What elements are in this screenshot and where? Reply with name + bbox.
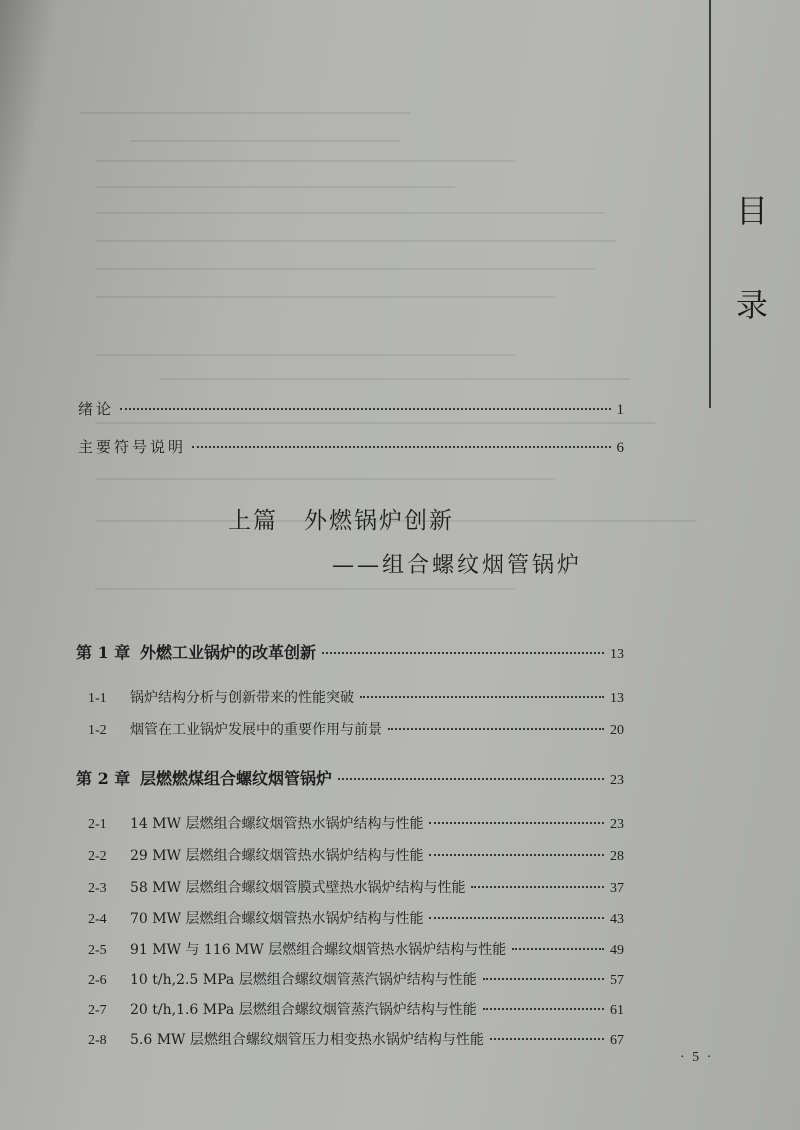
section-page: 28 [610, 849, 624, 864]
part-title-label: 上篇 [228, 508, 278, 534]
toc-section-2-8[interactable] [88, 1029, 624, 1049]
chapter-title: 外燃工业锅炉的改革创新 [140, 643, 317, 662]
leader-dots [471, 885, 604, 888]
toc-section-2-4[interactable] [88, 908, 624, 928]
leader-dots [322, 651, 604, 654]
leader-dots [120, 407, 610, 410]
section-title: 烟管在工业锅炉发展中的重要作用与前景 [130, 722, 382, 738]
chapter-number: 第 2 章 [76, 769, 131, 788]
section-title: 70 MW 层燃组合螺纹烟管热水锅炉结构与性能 [130, 911, 424, 927]
section-title: 14 MW 层燃组合螺纹烟管热水锅炉结构与性能 [130, 816, 424, 832]
toc-section-2-6[interactable] [88, 969, 624, 989]
section-number: 2-3 [88, 881, 107, 896]
section-title: 29 MW 层燃组合螺纹烟管热水锅炉结构与性能 [130, 848, 424, 864]
section-title: 58 MW 层燃组合螺纹烟管膜式壁热水锅炉结构与性能 [130, 880, 466, 896]
toc-chapter-1[interactable] [76, 640, 624, 663]
section-number: 2-1 [88, 817, 107, 832]
section-title: 91 MW 与 116 MW 层燃组合螺纹烟管热水锅炉结构与性能 [130, 942, 507, 958]
side-tab-char-1: 目 [735, 192, 768, 230]
entry-page: 6 [616, 440, 624, 456]
chapter-title: 层燃燃煤组合螺纹烟管锅炉 [140, 769, 333, 788]
part-title-text: 外燃锅炉创新 [304, 508, 454, 534]
section-number: 1-1 [88, 691, 107, 706]
toc-entry-symbols[interactable] [78, 436, 624, 457]
section-page: 23 [610, 817, 624, 832]
toc-section-2-5[interactable] [88, 939, 624, 959]
toc-entry-introduction[interactable] [78, 398, 624, 419]
part-title [228, 502, 454, 535]
chapter-number: 第 1 章 [76, 643, 131, 662]
toc-section-2-7[interactable] [88, 999, 624, 1019]
leader-dots [429, 821, 604, 824]
section-page: 13 [610, 691, 624, 706]
toc-section-2-1[interactable] [88, 813, 624, 833]
section-number: 2-5 [88, 943, 107, 958]
section-number: 2-4 [88, 912, 107, 927]
entry-page: 1 [616, 402, 624, 418]
section-page: 37 [610, 881, 624, 896]
section-number: 2-7 [88, 1003, 107, 1018]
leader-dots [429, 916, 604, 919]
page-number: · 5 · [680, 1050, 714, 1065]
entry-title: 主要符号说明 [78, 438, 187, 456]
leader-dots [483, 1007, 604, 1010]
leader-dots [483, 977, 604, 980]
section-page: 49 [610, 943, 624, 958]
leader-dots [388, 727, 604, 730]
toc-chapter-2[interactable] [76, 766, 624, 789]
leader-dots [490, 1037, 604, 1040]
leader-dots [338, 777, 604, 780]
leader-dots [192, 445, 610, 448]
toc-section-2-3[interactable] [88, 877, 624, 897]
part-subtitle: ——组合螺纹烟管锅炉 [332, 553, 583, 578]
section-page: 20 [610, 723, 624, 738]
toc-section-1-1[interactable] [88, 687, 624, 707]
section-number: 2-6 [88, 973, 107, 988]
toc-section-1-2[interactable] [88, 719, 624, 739]
leader-dots [360, 695, 604, 698]
section-page: 43 [610, 912, 624, 927]
section-page: 57 [610, 973, 624, 988]
side-tab-char-2: 录 [735, 286, 768, 324]
section-page: 67 [610, 1033, 624, 1048]
section-title: 锅炉结构分析与创新带来的性能突破 [130, 690, 354, 706]
section-number: 2-8 [88, 1033, 107, 1048]
section-page: 61 [610, 1003, 624, 1018]
section-number: 1-2 [88, 723, 107, 738]
entry-title: 绪论 [78, 400, 115, 418]
leader-dots [429, 853, 604, 856]
section-title: 20 t/h,1.6 MPa 层燃组合螺纹烟管蒸汽锅炉结构与性能 [130, 1002, 477, 1018]
section-title: 5.6 MW 层燃组合螺纹烟管压力相变热水锅炉结构与性能 [130, 1032, 484, 1048]
toc-section-2-2[interactable] [88, 845, 624, 865]
chapter-page: 23 [610, 773, 624, 788]
leader-dots [512, 947, 604, 950]
chapter-page: 13 [610, 647, 624, 662]
toc-side-tab [709, 0, 800, 408]
section-title: 10 t/h,2.5 MPa 层燃组合螺纹烟管蒸汽锅炉结构与性能 [130, 972, 477, 988]
section-number: 2-2 [88, 849, 107, 864]
